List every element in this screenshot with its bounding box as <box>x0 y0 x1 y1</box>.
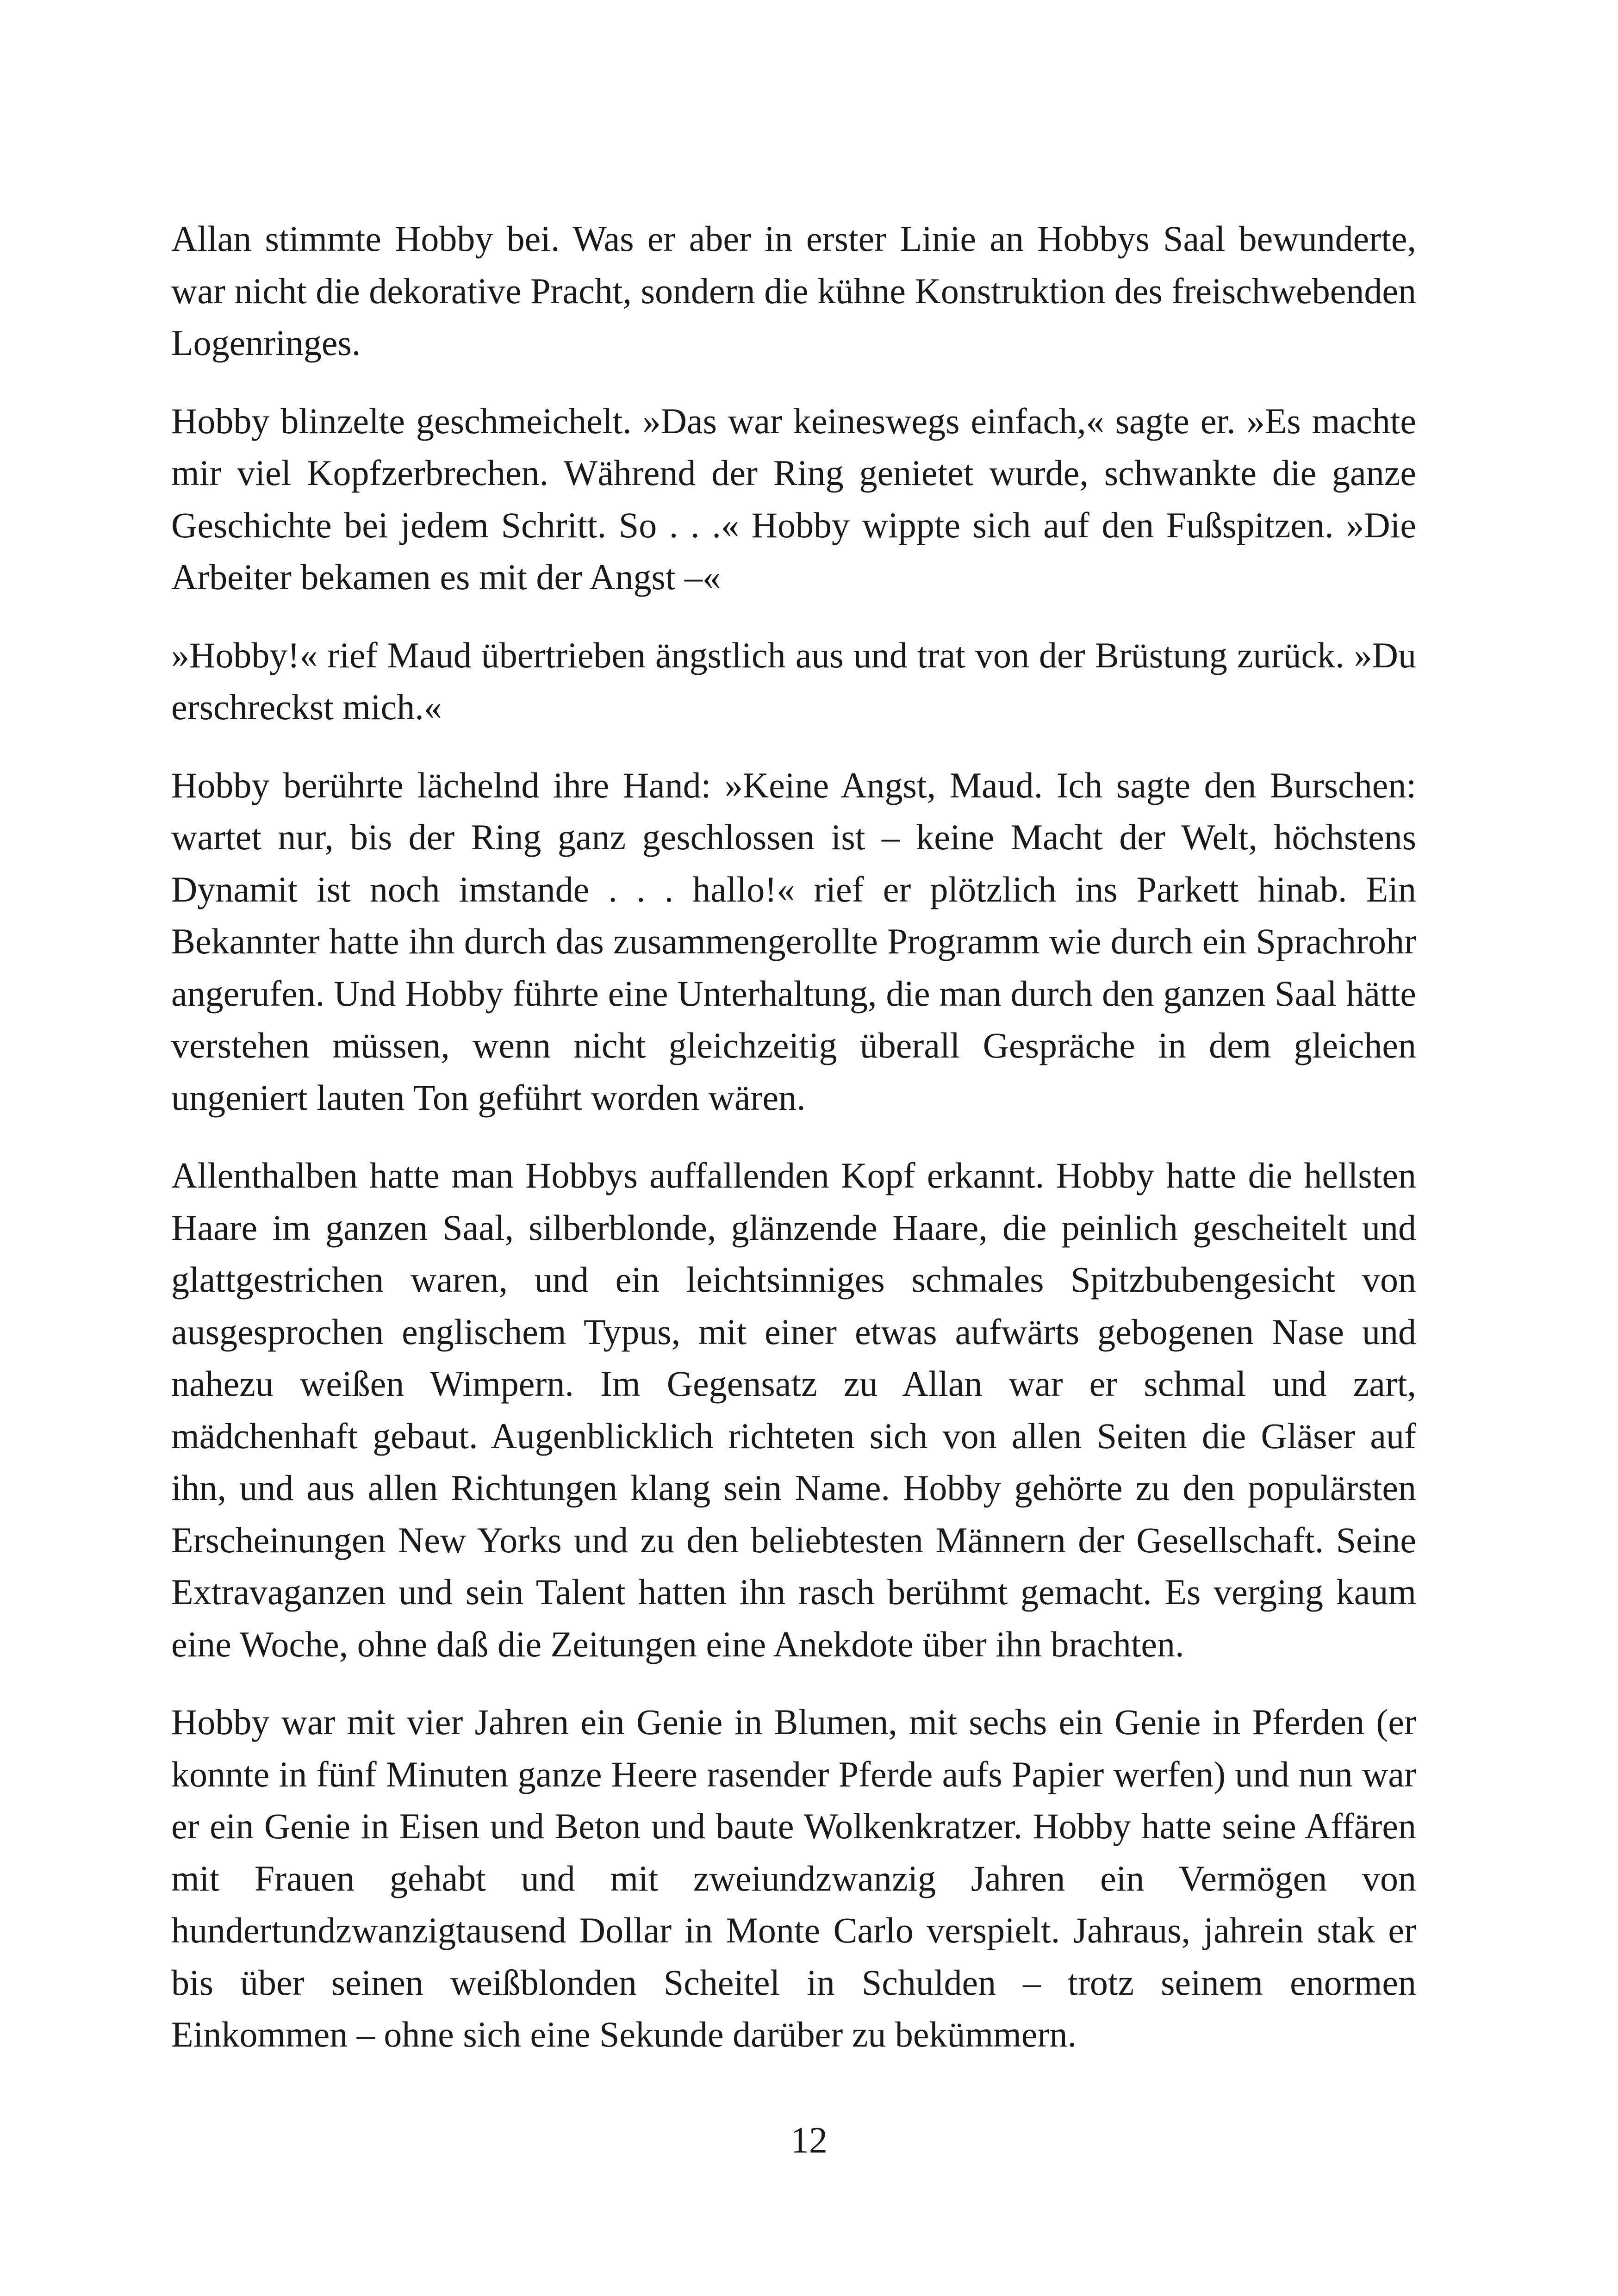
page-number: 12 <box>790 2120 828 2161</box>
paragraph-5: Allenthalben hatte man Hobbys auffallenden Kopf erkannt. Hobby hatte die hellsten Haare im ganzen Saal, silberblonde, glänzende Haare, die peinlich gescheitelt und glattgestrichen waren, und ein leichtsinniges schmales Spitzbubengesicht von ausgesprochen englischem Typus, mit einer etwas aufwärts gebogenen Nase und nahezu weißen Wimpern. Im Gegensatz zu Allan war er schmal und zart, mädchenhaft gebaut. Augenblicklich richteten sich von allen Seiten die Gläser auf ihn, und aus allen Richtungen klang sein Name. Hobby gehörte zu den populärsten Erscheinungen New Yorks und zu den beliebtesten Männern der Gesellschaft. Seine Extravaganzen und sein Talent hatten ihn rasch berühmt gemacht. Es verging kaum eine Woche, ohne daß die Zeitungen eine Anekdote über ihn brachten. <box>171 1155 1416 1664</box>
paragraph-3: »Hobby!« rief Maud übertrieben ängstlich aus und trat von der Brüstung zurück. »Du erschreckst mich.« <box>171 635 1416 727</box>
paragraph-4: Hobby berührte lächelnd ihre Hand: »Keine Angst, Maud. Ich sagte den Burschen: wartet nur, bis der Ring ganz geschlossen ist – keine Macht der Welt, höchstens Dynamit ist noch imstande . . . hallo!« rief er plötzlich ins Parkett hinab. Ein Bekannter hatte ihn durch das zusammengerollte Programm wie durch ein Sprachrohr angerufen. Und Hobby führte eine Unterhaltung, die man durch den ganzen Saal hätte verstehen müssen, wenn nicht gleichzeitig überall Gespräche in dem gleichen ungeniert lauten Ton geführt worden wären. <box>171 765 1416 1118</box>
paragraph-1: Allan stimmte Hobby bei. Was er aber in erster Linie an Hobbys Saal bewunderte, war nicht die dekorative Pracht, sondern die kühne Konstruktion des freischwebenden Logenringes. <box>171 218 1416 363</box>
paragraph-6: Hobby war mit vier Jahren ein Genie in Blumen, mit sechs ein Genie in Pferden (er konnte in fünf Minuten ganze Heere rasender Pferde aufs Papier werfen) und nun war er ein Genie in Eisen und Beton und baute Wolkenkratzer. Hobby hatte seine Affären mit Frauen gehabt und mit zweiundzwanzig Jahren ein Vermögen von hundertundzwanzigtausend Dollar in Monte Carlo verspielt. Jahraus, jahrein stak er bis über seinen weißblonden Scheitel in Schulden – trotz seinem enormen Einkommen – ohne sich eine Sekunde darüber zu bekümmern. <box>171 1702 1416 2054</box>
body-text <box>171 213 1416 2087</box>
paragraph-2: Hobby blinzelte geschmeichelt. »Das war keineswegs einfach,« sagte er. »Es machte mir viel Kopfzerbrechen. Während der Ring genietet wurde, schwankte die ganze Geschichte bei jedem Schritt. So . . .« Hobby wippte sich auf den Fußspitzen. »Die Arbeiter bekamen es mit der Angst –« <box>171 400 1416 597</box>
